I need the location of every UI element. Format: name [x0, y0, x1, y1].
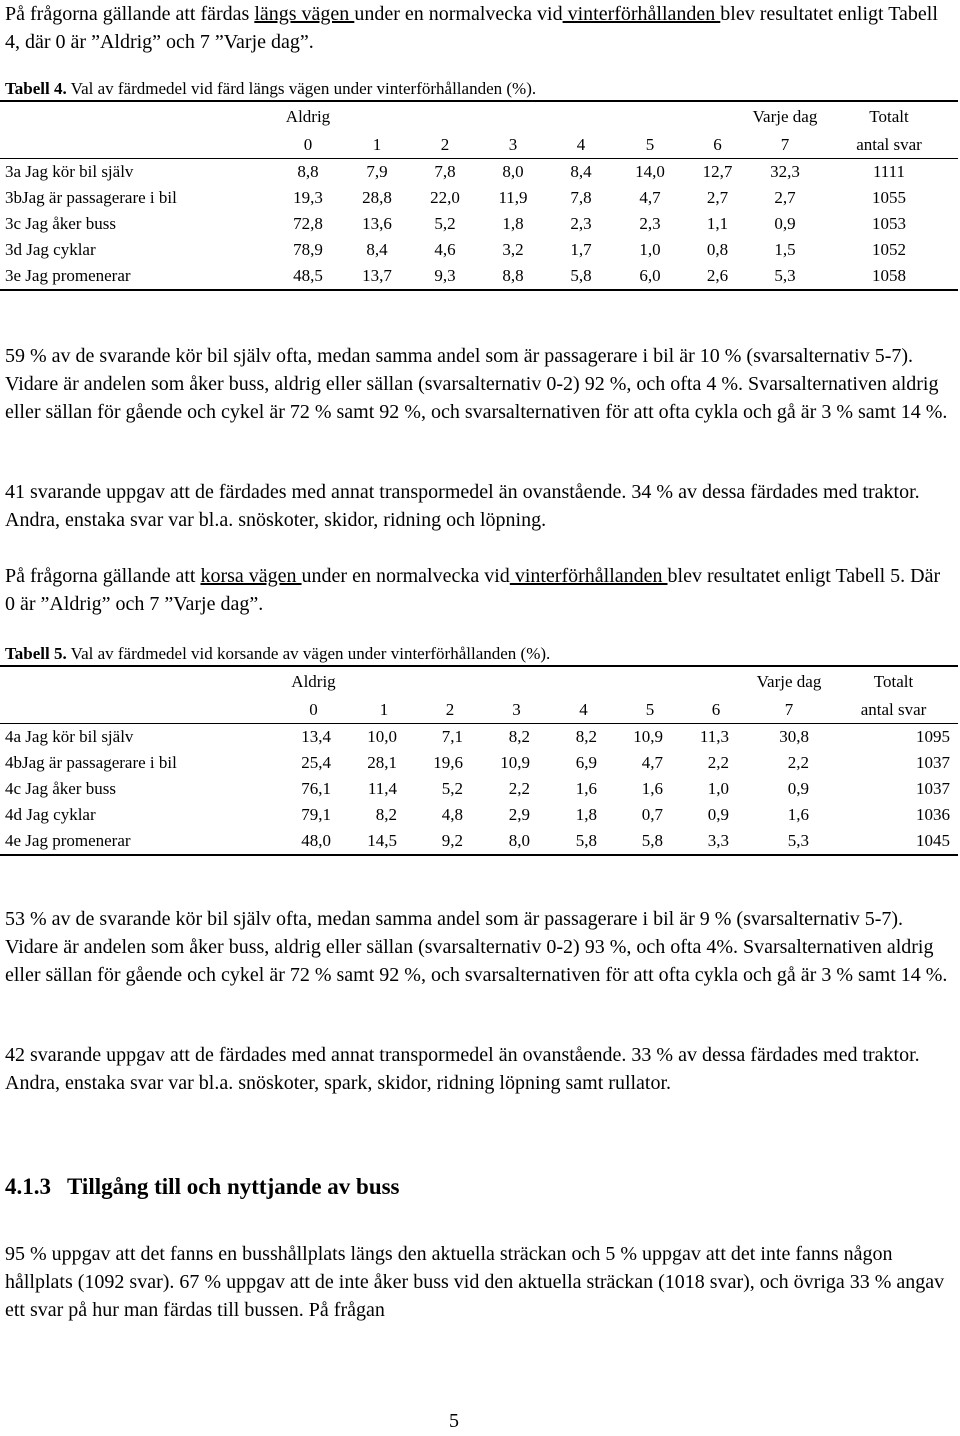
table4-header-varje-dag: Varje dag — [752, 107, 818, 126]
table-cell: 10,9 — [633, 727, 663, 746]
table-cell: 1,0 — [707, 779, 729, 798]
table-cell-total: 1055 — [872, 188, 906, 207]
intro-paragraph-table4 — [5, 0, 955, 56]
table-cell: 11,4 — [367, 779, 397, 798]
table-cell: 8,2 — [375, 805, 397, 824]
table5-header-label — [0, 666, 276, 695]
intro-text: under en normalvecka vid — [301, 565, 510, 587]
table-cell: 8,0 — [502, 162, 524, 181]
underlined-phrase: vinterförhållanden — [509, 565, 668, 587]
table-cell: 5,8 — [575, 831, 597, 850]
table-cell-total: 1037 — [916, 753, 950, 772]
table-cell: 5,2 — [441, 779, 463, 798]
row-label: 3bJag är passagerare i bil — [5, 188, 177, 207]
table5-col-3: 3 — [483, 695, 550, 724]
table5-col-4: 4 — [550, 695, 617, 724]
table-cell: 4,8 — [441, 805, 463, 824]
table-cell-total: 1058 — [872, 266, 906, 285]
table-cell: 8,2 — [508, 727, 530, 746]
table-cell: 79,1 — [301, 805, 331, 824]
table4-col-total: antal svar — [820, 130, 958, 159]
table-cell: 11,9 — [498, 188, 528, 207]
table-cell: 2,7 — [706, 188, 729, 207]
table-cell: 1,1 — [706, 214, 729, 233]
table-cell: 10,9 — [500, 753, 530, 772]
page-number: 5 — [449, 1410, 459, 1432]
table-row — [0, 159, 958, 186]
section-heading — [5, 1174, 400, 1200]
table-cell: 2,2 — [508, 779, 530, 798]
table-cell: 6,0 — [639, 266, 661, 285]
table5 — [0, 665, 958, 856]
table5-col-2: 2 — [417, 695, 483, 724]
table4-header-aldrig: Aldrig — [285, 107, 331, 126]
table-row — [0, 237, 958, 263]
table4-col-1: 1 — [343, 130, 411, 159]
table-cell: 1,0 — [639, 240, 661, 259]
intro-text: På frågorna gällande att — [5, 565, 201, 587]
table4-caption — [5, 79, 536, 99]
table-cell: 76,1 — [301, 779, 331, 798]
table-cell: 1,8 — [575, 805, 597, 824]
table-cell: 9,2 — [441, 831, 463, 850]
table-cell: 78,9 — [293, 240, 323, 259]
row-label: 4a Jag kör bil själv — [5, 727, 134, 746]
table4 — [0, 100, 958, 291]
table-row — [0, 802, 958, 828]
table-cell: 8,8 — [502, 266, 524, 285]
table-cell-total: 1052 — [872, 240, 906, 259]
row-label: 4e Jag promenerar — [5, 831, 131, 850]
table-cell-total: 1045 — [916, 831, 950, 850]
table-cell-total: 1053 — [872, 214, 906, 233]
row-label: 4d Jag cyklar — [5, 805, 96, 824]
table5-caption-text: Val av färdmedel vid korsande av vägen under vinterförhållanden (%). — [66, 644, 551, 663]
table-cell: 6,9 — [575, 753, 597, 772]
table-cell: 10,0 — [367, 727, 397, 746]
table4-header-label — [0, 101, 273, 130]
table-cell: 5,8 — [641, 831, 663, 850]
table-cell: 2,3 — [639, 214, 661, 233]
intro-text: under en normalvecka vid — [354, 3, 563, 25]
table-cell: 2,3 — [570, 214, 592, 233]
summary-paragraph-table4: 59 % av de svarande kör bil själv ofta, medan samma andel som är passagerare i bil är 10 % (svarsalternativ 5-7). Vidare är andelen som åker buss, aldrig eller sällan (svarsalternativ 0-2) 92 %, och ofta 4 %. Svarsalternativen aldrig eller sällan för gående och cykel är 72 % samt 92 %, och svarsalternativen för att ofta cykla och gå är 3 % samt 14 %. — [5, 345, 948, 423]
row-label: 3e Jag promenerar — [5, 266, 131, 285]
row-label: 3a Jag kör bil själv — [5, 162, 134, 181]
table-cell: 8,4 — [570, 162, 592, 181]
table-cell: 5,2 — [434, 214, 456, 233]
table4-header-totalt: Totalt — [869, 107, 909, 126]
underlined-phrase: längs vägen — [254, 3, 355, 25]
table4-col-6: 6 — [685, 130, 750, 159]
table-cell: 1,6 — [575, 779, 597, 798]
table-cell: 8,8 — [297, 162, 319, 181]
table5-col-1: 1 — [351, 695, 417, 724]
table-cell: 2,2 — [707, 753, 729, 772]
table5-col-5: 5 — [617, 695, 683, 724]
table-cell: 4,7 — [641, 753, 663, 772]
table5-header-aldrig: Aldrig — [291, 672, 336, 691]
table-cell: 13,7 — [362, 266, 392, 285]
table4-col-7: 7 — [750, 130, 820, 159]
table-cell-total: 1037 — [916, 779, 950, 798]
table-cell: 2,7 — [774, 188, 796, 207]
table-cell: 7,8 — [570, 188, 592, 207]
table-row — [0, 828, 958, 855]
table-row — [0, 185, 958, 211]
table-cell: 30,8 — [779, 727, 809, 746]
table-cell: 0,9 — [707, 805, 729, 824]
table-cell: 2,2 — [787, 753, 809, 772]
section-number: 4.1.3 — [5, 1174, 51, 1199]
summary-paragraph-table5: 53 % av de svarande kör bil själv ofta, medan samma andel som är passagerare i bil är 9 % (svarsalternativ 5-7). Vidare är andelen som åker buss, aldrig eller sällan (svarsalternativ 0-2) 93 %, och ofta 4%. Svarsalternativen aldrig eller sällan för gående och cykel är 72 % samt 92 %, och svarsalternativen för att ofta cykla och gå är 3 % samt 14 %. — [5, 908, 948, 986]
table-cell: 13,6 — [362, 214, 392, 233]
table-cell: 11,3 — [699, 727, 729, 746]
table-cell: 48,0 — [301, 831, 331, 850]
table-cell: 0,8 — [706, 240, 729, 259]
table4-caption-text: Val av färdmedel vid färd längs vägen under vinterförhållanden (%). — [66, 79, 537, 98]
table-cell: 19,3 — [293, 188, 323, 207]
table-cell: 8,4 — [366, 240, 388, 259]
table5-col-total: antal svar — [829, 695, 958, 724]
table5-col-6: 6 — [683, 695, 749, 724]
table-cell: 19,6 — [433, 753, 463, 772]
table-cell: 14,5 — [367, 831, 397, 850]
table-cell: 32,3 — [770, 162, 800, 181]
table-cell: 3,2 — [502, 240, 524, 259]
table-cell: 9,3 — [434, 266, 456, 285]
table-cell-total: 1036 — [916, 805, 950, 824]
intro-paragraph-table5 — [5, 562, 955, 618]
table5-col-0: 0 — [276, 695, 351, 724]
table-cell: 72,8 — [293, 214, 323, 233]
table-cell: 0,9 — [787, 779, 809, 798]
table-cell: 14,0 — [635, 162, 665, 181]
bus-access-paragraph: 95 % uppgav att det fanns en busshållplats längs den aktuella sträckan och 5 % uppgav att det inte fanns någon hållplats (1092 svar). 67 % uppgav att de inte åker buss vid den aktuella sträckan (1018 svar), och övriga 33 % angav ett svar på hur man färdas till bussen. På frågan — [5, 1243, 945, 1321]
table-cell: 2,9 — [508, 805, 530, 824]
table4-caption-label: Tabell 4. — [5, 79, 67, 98]
row-label: 3c Jag åker buss — [5, 214, 116, 233]
table-cell: 3,3 — [707, 831, 729, 850]
table-row — [0, 724, 958, 751]
table-cell: 13,4 — [301, 727, 331, 746]
table-cell: 5,3 — [787, 831, 809, 850]
table4-col-0: 0 — [273, 130, 343, 159]
table-cell: 4,6 — [434, 240, 456, 259]
table-cell-total: 1095 — [916, 727, 950, 746]
underlined-phrase: korsa vägen — [200, 565, 302, 587]
table-cell: 22,0 — [430, 188, 460, 207]
table-row — [0, 211, 958, 237]
table-row — [0, 776, 958, 802]
table-cell: 1,5 — [774, 240, 796, 259]
underlined-phrase: vinterförhållanden — [562, 3, 721, 25]
table-cell: 25,4 — [301, 753, 331, 772]
table-row — [0, 263, 958, 290]
table-cell: 1,6 — [641, 779, 663, 798]
table5-col-7: 7 — [749, 695, 829, 724]
table4-col-3: 3 — [479, 130, 547, 159]
table-cell: 7,1 — [441, 727, 463, 746]
table-cell: 1,8 — [502, 214, 524, 233]
other-transport-paragraph-table5: 42 svarande uppgav att de färdades med annat transpormedel än ovanstående. 33 % av dessa färdades med traktor. Andra, enstaka svar var bl.a. snöskoter, spark, skidor, ridning löpning samt rullator. — [5, 1044, 920, 1094]
table-cell: 5,3 — [774, 266, 796, 285]
table-cell: 7,9 — [366, 162, 388, 181]
other-transport-paragraph-table4: 41 svarande uppgav att de färdades med annat transpormedel än ovanstående. 34 % av dessa färdades med traktor. Andra, enstaka svar var bl.a. snöskoter, skidor, ridning och löpning. — [5, 481, 920, 531]
table-cell: 4,7 — [639, 188, 661, 207]
table4-col-5: 5 — [615, 130, 685, 159]
row-label: 4bJag är passagerare i bil — [5, 753, 177, 772]
row-label: 4c Jag åker buss — [5, 779, 116, 798]
table-row — [0, 750, 958, 776]
section-title: Tillgång till och nyttjande av buss — [67, 1174, 400, 1199]
row-label: 3d Jag cyklar — [5, 240, 96, 259]
table-cell: 8,0 — [508, 831, 530, 850]
table-cell: 48,5 — [293, 266, 323, 285]
table-cell: 28,1 — [367, 753, 397, 772]
table-cell: 0,7 — [641, 805, 663, 824]
table-cell: 8,2 — [575, 727, 597, 746]
table-cell: 5,8 — [570, 266, 592, 285]
table-cell: 28,8 — [362, 188, 392, 207]
table-cell-total: 1111 — [872, 162, 906, 181]
intro-text: På frågorna gällande att färdas — [5, 3, 255, 25]
table5-caption — [5, 644, 550, 664]
table-cell: 12,7 — [702, 162, 733, 181]
table5-caption-label: Tabell 5. — [5, 644, 67, 663]
table4-col-4: 4 — [547, 130, 615, 159]
table-cell: 7,8 — [434, 162, 456, 181]
table-cell: 1,6 — [787, 805, 809, 824]
table-cell: 0,9 — [774, 214, 796, 233]
table4-col-2: 2 — [411, 130, 479, 159]
intro-text: blev resultatet enligt Tabell 5. Där 0 är ”Aldrig” och 7 ”Varje dag”. — [5, 565, 941, 615]
table-cell: 2,6 — [706, 266, 729, 285]
table5-header-varje-dag: Varje dag — [756, 672, 822, 691]
intro-text: blev resultatet enligt Tabell 4, där 0 är ”Aldrig” och 7 ”Varje dag”. — [5, 3, 938, 53]
table-cell: 1,7 — [570, 240, 592, 259]
table5-header-totalt: Totalt — [873, 672, 914, 691]
